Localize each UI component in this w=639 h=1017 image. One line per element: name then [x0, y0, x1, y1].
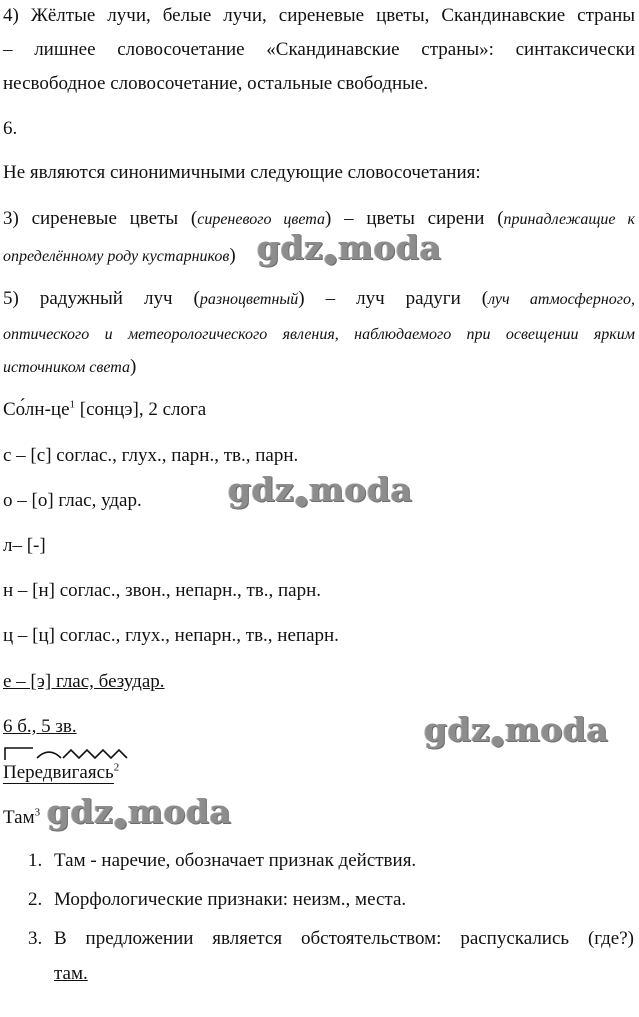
item-5-line3: источником света) [3, 356, 137, 377]
tam-word: Там$^3$ [3, 806, 41, 828]
list-number: 1. [28, 850, 43, 871]
list-item: Морфологические признаки: неизм., места. [54, 889, 407, 910]
phonetic-row: ц – [ц] соглас., глух., непарн., тв., непарн. [3, 625, 339, 646]
task-intro: Не являются синонимичными следующие словосочетания: [3, 162, 481, 183]
phonetic-row: л– [-] [3, 535, 46, 556]
phonetic-word: $Со́лн-це^1$ [сонцэ], 2 слога [3, 398, 207, 420]
item-5-line2: оптического и метеорологического явления, наблюдаемого при освещении ярким [3, 326, 635, 343]
list-item-cont: там. [54, 963, 88, 984]
phonetic-row: о – [о] глас, удар. [3, 490, 142, 511]
text-line: несвободное словосочетание, остальные свободные. [3, 73, 429, 94]
task-number: 6. [3, 118, 18, 139]
watermark: gdz●moda [257, 228, 442, 267]
phonetic-row: н – [н] соглас., звон., непарн., тв., парн. [3, 580, 322, 601]
phonetic-row: е – [э] глас, безудар. [3, 671, 165, 692]
item-3-line1: 3) сиреневые цветы (сиреневого цвета) – цветы сирени (принадлежащие к [3, 208, 635, 229]
list-number: 2. [28, 889, 43, 910]
text-line: – лишнее словосочетание «Скандинавские страны»: синтаксически [3, 39, 635, 60]
list-number: 3. [28, 928, 43, 949]
text-line: 4) Жёлтые лучи, белые лучи, сиреневые цветы, Скандинавские страны [3, 5, 635, 26]
phonetic-total: 6 б., 5 зв. [3, 716, 77, 737]
phonetic-row: с – [с] соглас., глух., парн., тв., парн. [3, 445, 299, 466]
item-3-line2: определённому роду кустарников) [3, 245, 236, 266]
item-5-line1: 5) радужный луч (разноцветный) – луч радуги (луч атмосферного, [3, 288, 635, 309]
watermark: gdz●moda [424, 710, 609, 749]
watermark: gdz●moda [47, 792, 232, 831]
list-item: Там - наречие, обозначает признак действия. [54, 850, 417, 871]
watermark: gdz●moda [228, 470, 413, 509]
morpheme-word: Передвигаясь$^2$ [3, 761, 120, 783]
list-item: В предложении является обстоятельством: распускались (где?) [54, 928, 634, 949]
